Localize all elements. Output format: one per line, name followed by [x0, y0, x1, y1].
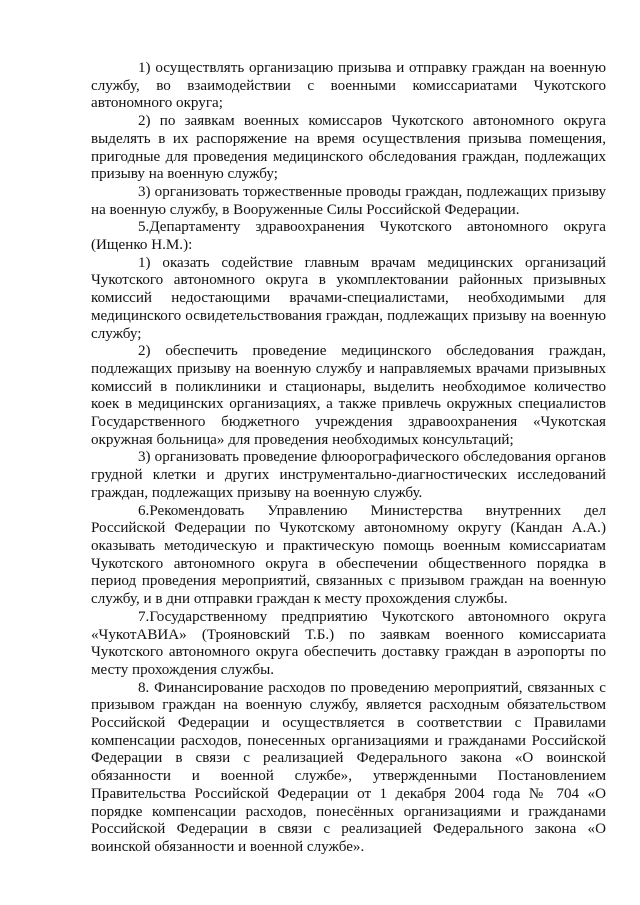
paragraph-section-5-item-3: 3) организовать проведение флюорографического обследования органов грудной клетки и других инструментально-диагностических исследований граждан, подлежащих призыву на военную службу. [91, 449, 606, 501]
paragraph-item-2-allocate-premises: 2) по заявкам военных комиссаров Чукотского автономного округа выделять в их распоряжение на время осуществления призыва помещения, пригодные для проведения медицинского обследования граждан, подлежащих призыву на военную службу; [91, 113, 606, 183]
paragraph-section-8-financing: 8. Финансирование расходов по проведению мероприятий, связанных с призывом граждан на военную службу, является расходным обязательством Российской Федерации и осуществляется в соответствии с Правилами компенсации расходов, понесенных организациями и гражданами Российской Федерации в связи с реализацией Федерального закона «О воинской обязанности и военной службе», утвержденными Постановлением Правительства Российской Федерации от 1 декабря 2004 года № 704 «О порядке компенсации расходов, понесённых организациями и гражданами Российской Федерации в связи с реализацией Федерального закона «О воинской обязанности и военной службе». [91, 679, 606, 855]
paragraph-section-5-health-department: 5.Департаменту здравоохранения Чукотского автономного округа (Ищенко Н.М.): [91, 219, 606, 254]
paragraph-section-5-item-1: 1) оказать содействие главным врачам медицинских организаций Чукотского автономного округа в укомплектовании районных призывных комиссий недостающими врачами-специалистами, необходимыми для медицинского освидетельствования граждан, подлежащих призыву на военную службу; [91, 254, 606, 342]
paragraph-section-5-item-2: 2) обеспечить проведение медицинского обследования граждан, подлежащих призыву на военную службу и направляемых врачами призывных комиссий в поликлиники и стационары, выделить необходимое количество коек в медицинских организациях, а также привлечь окружных специалистов Государственного бюджетного учреждения здравоохранения «Чукотская окружная больница» для проведения необходимых консультаций; [91, 343, 606, 448]
paragraph-section-7-chukotavia: 7.Государственному предприятию Чукотского автономного округа «ЧукотАВИА» (Трояновский Т.Б.) по заявкам военного комиссариата Чукотского автономного округа обеспечить доставку граждан в аэропорты по месту прохождения службы. [91, 608, 606, 678]
paragraph-item-1-organize-conscription: 1) осуществлять организацию призыва и отправку граждан на военную службу, во взаимодействии с военными комиссариатами Чукотского автономного округа; [91, 60, 606, 112]
paragraph-item-3-farewell-ceremony: 3) организовать торжественные проводы граждан, подлежащих призыву на военную службу, в Вооруженные Силы Российской Федерации. [91, 183, 606, 218]
paragraph-section-6-interior-ministry: 6.Рекомендовать Управлению Министерства внутренних дел Российской Федерации по Чукотскому автономному округу (Кандан А.А.) оказывать методическую и практическую помощь военным комиссариатам Чукотского автономного округа в обеспечении общественного порядка в период проведения мероприятий, связанных с призывом граждан на военную службу, и в дни отправки граждан к месту прохождения службы. [91, 502, 606, 608]
